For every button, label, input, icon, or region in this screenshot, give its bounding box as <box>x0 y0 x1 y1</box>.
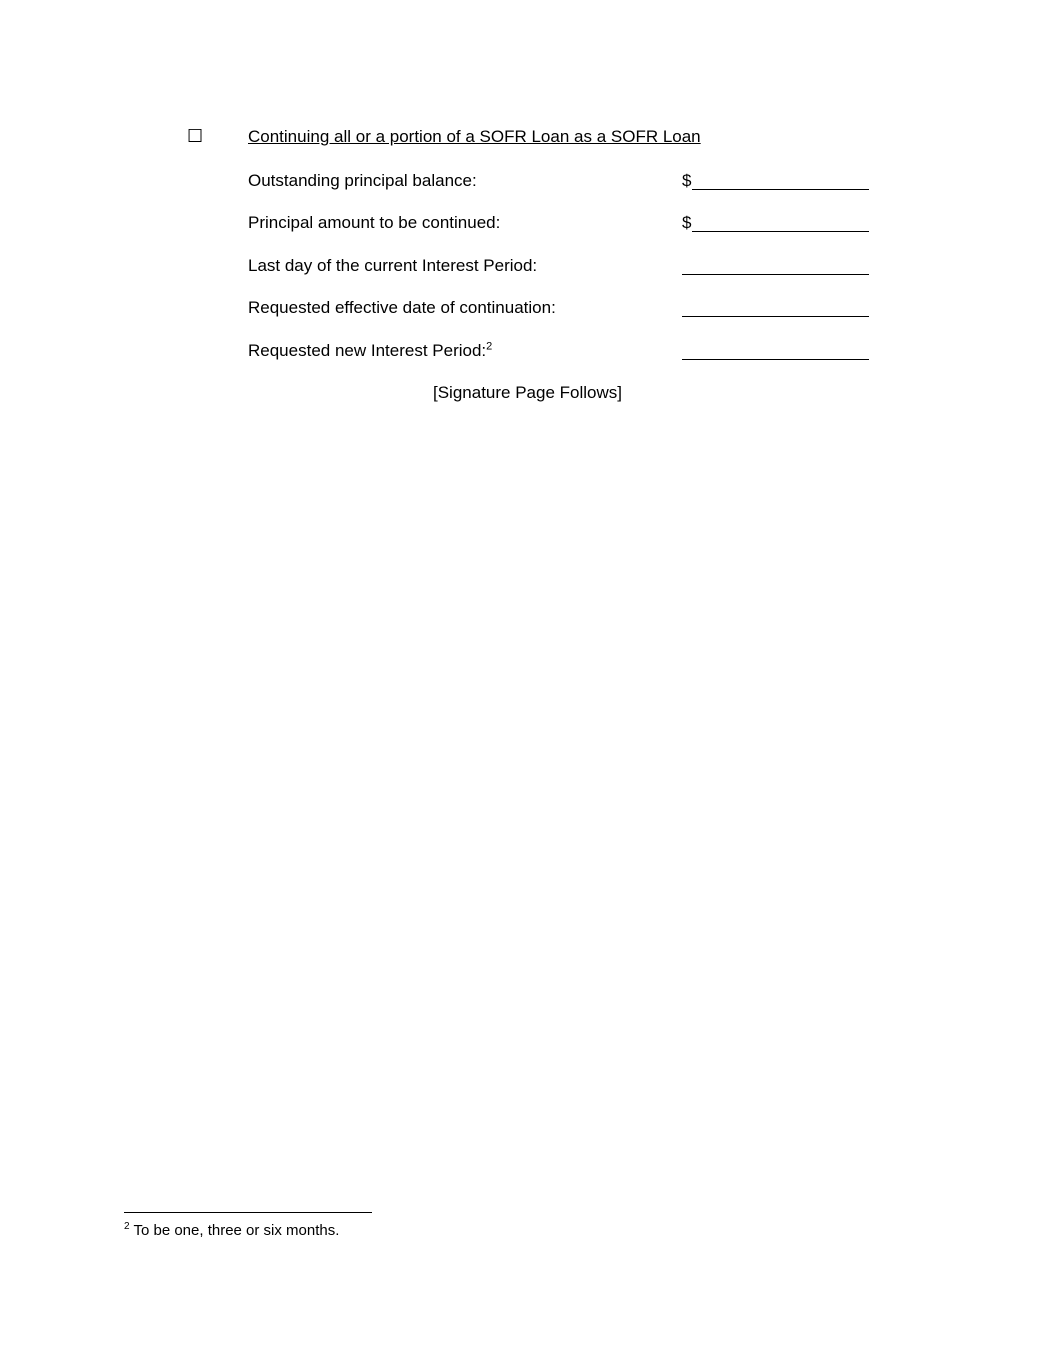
new-interest-period-blank[interactable] <box>682 359 869 360</box>
field-label: Outstanding principal balance: <box>248 171 477 190</box>
dollar-sign: $ <box>682 171 692 190</box>
principal-continued-blank[interactable] <box>692 231 869 232</box>
footnote-separator <box>124 1212 372 1213</box>
continuation-checkbox[interactable]: ☐ <box>187 126 204 146</box>
field-label: Requested effective date of continuation: <box>248 298 556 317</box>
footnote-number: 2 <box>124 1221 130 1232</box>
footnote <box>124 1221 339 1241</box>
dollar-sign: $ <box>682 213 692 232</box>
last-day-blank[interactable] <box>682 274 869 275</box>
field-label: Principal amount to be continued: <box>248 213 501 232</box>
field-label: Last day of the current Interest Period: <box>248 256 538 275</box>
footnote-ref[interactable]: 2 <box>486 340 493 353</box>
footnote-text: To be one, three or six months. <box>133 1222 340 1239</box>
field-label: Requested new Interest Period:$^2$ <box>248 340 493 360</box>
effective-date-blank[interactable] <box>682 316 869 317</box>
section-heading: Continuing all or a portion of a SOFR Loan as a SOFR Loan <box>248 127 701 146</box>
outstanding-principal-blank[interactable] <box>692 189 869 190</box>
signature-page-follows: [Signature Page Follows] <box>433 383 622 402</box>
